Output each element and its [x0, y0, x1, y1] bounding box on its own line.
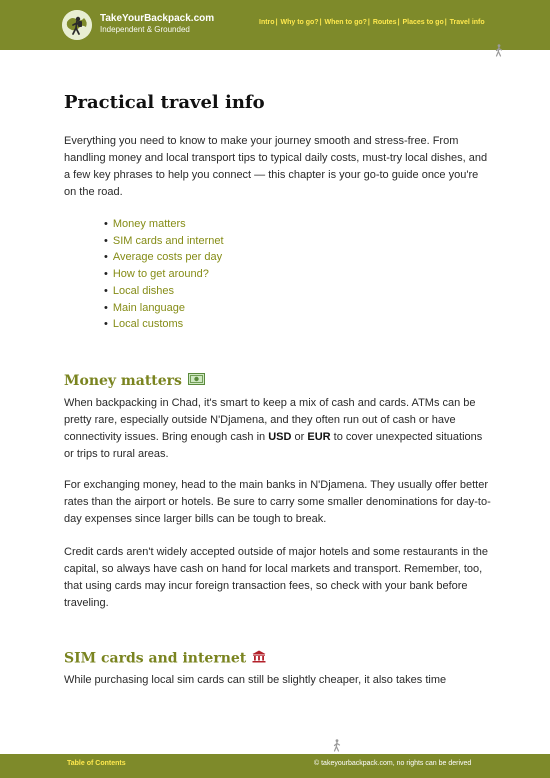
footer-hiker-icon [332, 739, 342, 752]
money-paragraph-1 [64, 395, 492, 463]
nav-item-places-to-go[interactable]: Places to go [402, 19, 444, 26]
section-title-money [64, 373, 205, 389]
nav-separator: | [444, 19, 447, 26]
toc-link-sim-cards[interactable]: • SIM cards and internet [104, 233, 224, 250]
section-title-money-text: Money matters [64, 373, 182, 389]
brand-tagline: Independent & Grounded [100, 25, 190, 34]
footer-copyright: © takeyourbackpack.com, no rights can be derived [314, 760, 472, 767]
nav-item-intro[interactable]: Intro [259, 19, 275, 26]
toc-link-get-around[interactable]: • How to get around? [104, 266, 224, 283]
nav-separator: | [275, 19, 278, 26]
page-title: Practical travel info [64, 92, 265, 113]
money-paragraph-2: For exchanging money, head to the main banks in N'Djamena. They usually offer better rates than the airport or hotels. Be sure to carry some smaller denominations for day-to-day expenses since larger bills can be tough to break. [64, 479, 491, 525]
brand-name: TakeYourBackpack.com [100, 13, 215, 24]
currency-usd: USD [268, 431, 292, 443]
section-link-list [104, 216, 224, 333]
toc-link-main-language[interactable]: • Main language [104, 300, 224, 317]
section-title-sim-text: SIM cards and internet [64, 650, 247, 667]
nav-separator: | [319, 19, 322, 26]
nav-item-when-to-go[interactable]: When to go? [324, 19, 367, 26]
money-p1-mid: or [291, 431, 308, 443]
nav-item-routes[interactable]: Routes [372, 19, 397, 26]
nav-separator: | [367, 19, 370, 26]
section-title-sim [64, 650, 266, 667]
nav-item-travel-info[interactable]: Travel info [449, 19, 485, 26]
brand[interactable] [100, 13, 214, 35]
money-p1-before: When backpacking in Chad, it's smart to keep a mix of cash and cards. ATMs can be pretty rare, especially outside N'Djamena, and they often run out of cash or have connectivity issues. Bring enough cash in [64, 397, 476, 443]
globe-hiker-logo-icon[interactable] [62, 10, 92, 40]
money-paragraph-3: Credit cards aren't widely accepted outside of major hotels and some restaurants in the capital, so always have cash on hand for local markets and transport. Remember, too, that using cards may incur foreign transaction fees, so check with your bank before traveling. [64, 546, 488, 609]
toc-link-local-customs[interactable]: • Local customs [104, 316, 224, 333]
sim-paragraph-1: While purchasing local sim cards can still be slightly cheaper, it also takes time [64, 674, 447, 686]
bank-icon [252, 650, 266, 667]
money-p1-after: to cover unexpected situations or trips to rural areas. [64, 431, 483, 460]
hiker-icon [494, 44, 504, 57]
intro-paragraph: Everything you need to know to make your journey smooth and stress-free. From handling money and local transport tips to typical daily costs, must-try local dishes, and a few key phrases to help you connect — this chapter is your go-to guide once you're on the road. [64, 135, 488, 198]
toc-link-local-dishes[interactable]: • Local dishes [104, 283, 224, 300]
nav-separator: | [397, 19, 400, 26]
currency-eur: EUR [307, 431, 331, 443]
money-icon [188, 373, 205, 389]
footer-toc-link[interactable]: Table of Contents [67, 760, 126, 767]
top-navigation [259, 19, 486, 26]
toc-link-average-costs[interactable]: • Average costs per day [104, 249, 224, 266]
nav-item-why-to-go[interactable]: Why to go? [280, 19, 319, 26]
toc-link-money-matters[interactable]: • Money matters [104, 216, 224, 233]
